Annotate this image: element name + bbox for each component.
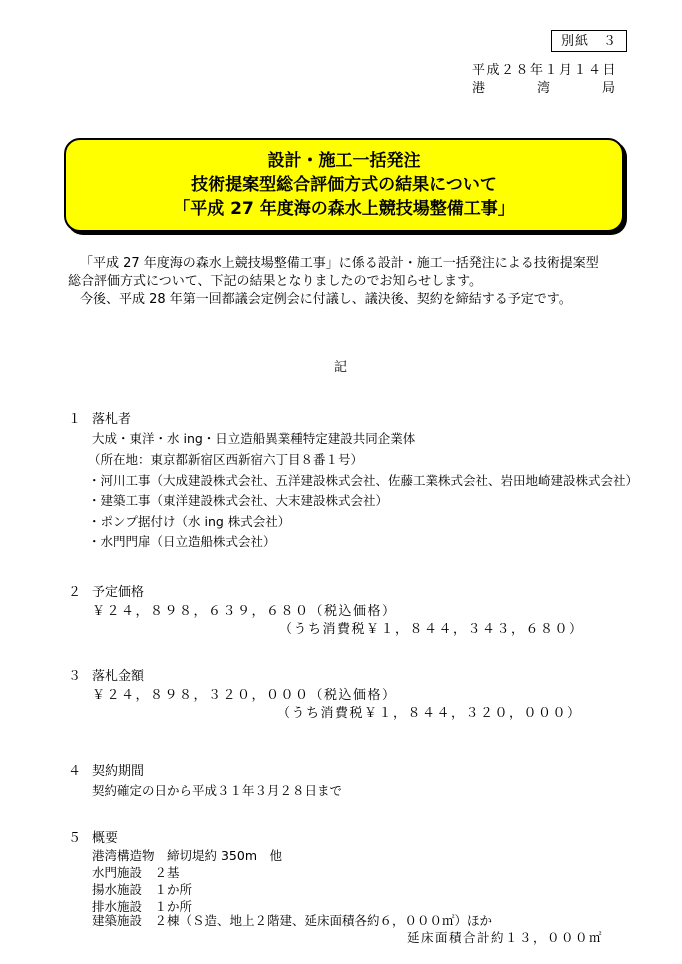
planned-price: ￥２４，８９８，６３９，６８０（税込価格） xyxy=(92,604,397,619)
section-3-number: ３ xyxy=(68,669,82,684)
section-2-heading: 予定価格 xyxy=(92,585,145,600)
bidder-address: （所在地：東京都新宿区西新宿六丁目８番１号） xyxy=(88,452,364,467)
planned-price-tax: （うち消費税￥１，８４４，３４３，６８０） xyxy=(279,622,584,637)
issuing-org-char: 港 xyxy=(472,81,486,96)
section-2-number: ２ xyxy=(68,585,82,600)
title-line-1: 設計・施工一括発注 xyxy=(267,151,421,171)
bidder-member-line: ・建築工事（東洋建設株式会社、大末建設株式会社） xyxy=(88,493,389,508)
issuing-org-char: 湾 xyxy=(536,81,550,96)
overview-line: 港湾構造物 締切堤約 350m 他 xyxy=(92,848,283,863)
overview-total-floor-area: 延床面積合計約１３，０００㎡ xyxy=(407,930,604,945)
attachment-label: 別紙 ３ xyxy=(551,30,627,52)
overview-line: 揚水施設 １か所 xyxy=(92,882,193,897)
title-line-3: 「平成 27 年度海の森水上競技場整備工事」 xyxy=(173,199,515,219)
winning-bid-price: ￥２４，８９８，３２０，０００（税込価格） xyxy=(92,688,397,703)
intro-line-2: 総合評価方式について、下記の結果となりましたのでお知らせします。 xyxy=(68,274,483,289)
overview-line: 建築施設 ２棟（Ｓ造、地上２階建、延床面積各約６，０００㎡）ほか xyxy=(92,913,493,928)
winning-bid-tax: （うち消費税￥１，８４４，３２０，０００） xyxy=(277,706,582,721)
ki-label: 記 xyxy=(334,360,348,375)
section-5-number: ５ xyxy=(68,831,82,846)
bidder-name: 大成・東洋・水 ing・日立造船異業種特定建設共同企業体 xyxy=(92,431,416,446)
intro-line-1: 「平成 27 年度海の森水上競技場整備工事」に係る設計・施工一括発注による技術提案型 xyxy=(80,256,599,271)
contract-period: 契約確定の日から平成３１年３月２８日まで xyxy=(92,783,343,798)
issuing-org xyxy=(472,82,615,95)
section-3-heading: 落札金額 xyxy=(92,669,145,684)
title-line-2: 技術提案型総合評価方式の結果について xyxy=(191,175,497,195)
section-1-number: １ xyxy=(68,412,82,427)
intro-line-3: 今後、平成 28 年第一回都議会定例会に付議し、議決後、契約を締結する予定です。 xyxy=(80,292,572,307)
issuing-org-char: 局 xyxy=(601,81,615,96)
section-5-heading: 概要 xyxy=(92,831,119,846)
section-4-number: ４ xyxy=(68,764,82,779)
title-box xyxy=(64,138,624,232)
section-4-heading: 契約期間 xyxy=(92,764,145,779)
bidder-member-line: ・水門門扉（日立造船株式会社） xyxy=(88,534,276,549)
bidder-member-line: ・河川工事（大成建設株式会社、五洋建設株式会社、佐藤工業株式会社、岩田地崎建設株式会社） xyxy=(88,473,639,488)
bidder-member-line: ・ポンプ据付け（水 ing 株式会社） xyxy=(88,514,291,529)
issue-date: 平成２８年１月１４日 xyxy=(472,63,618,78)
overview-line: 排水施設 １か所 xyxy=(92,899,193,914)
section-1-heading: 落札者 xyxy=(92,412,132,427)
overview-line: 水門施設 ２基 xyxy=(92,865,180,880)
